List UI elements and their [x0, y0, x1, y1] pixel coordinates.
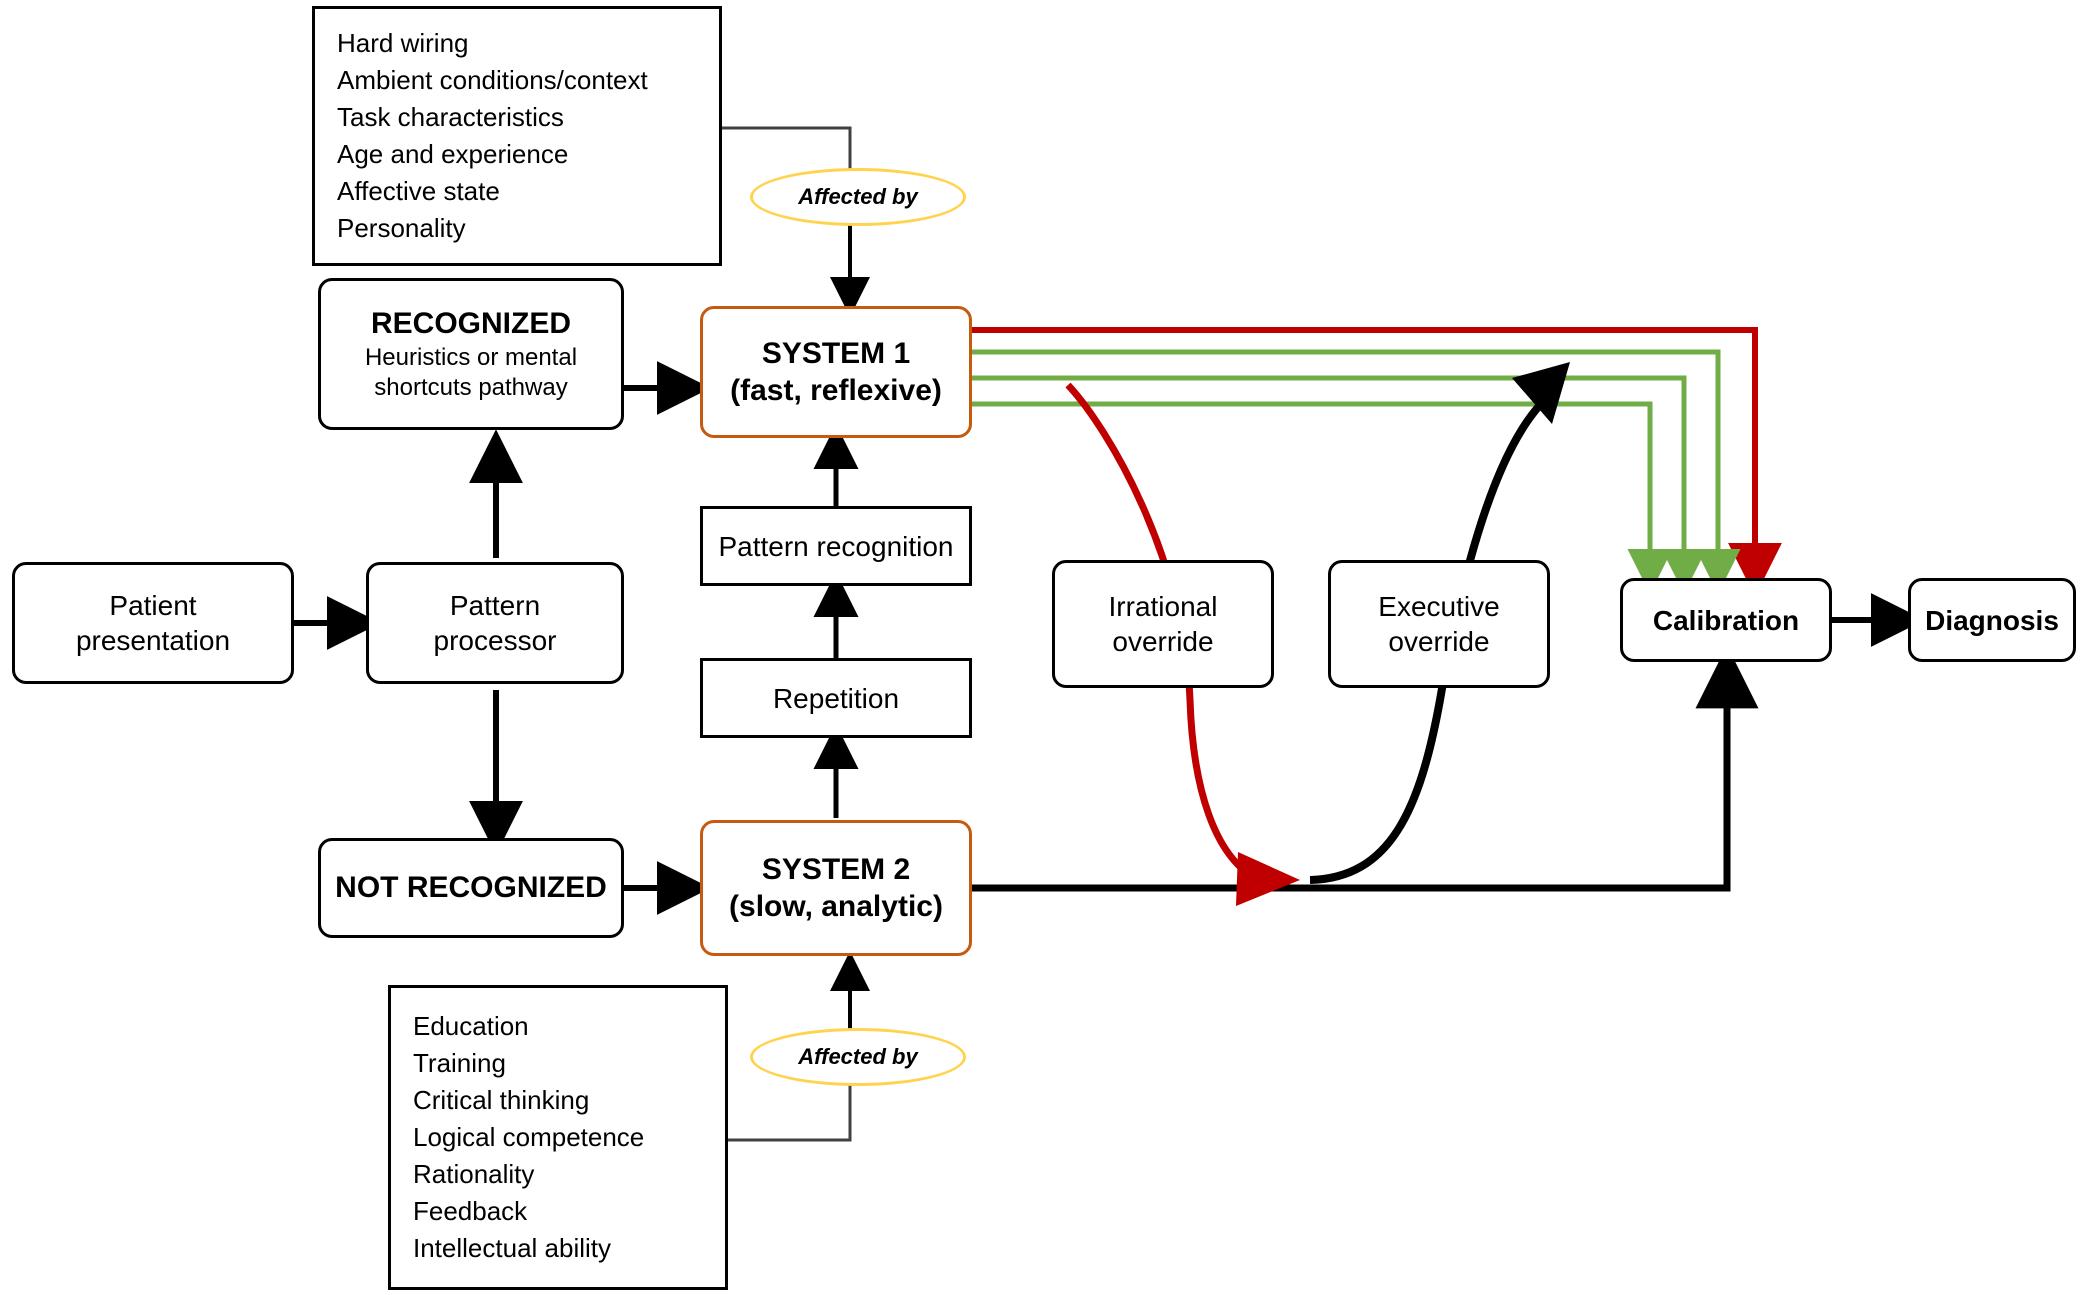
node-label-line2: presentation: [75, 625, 231, 656]
node-label-line2: override: [1112, 626, 1214, 657]
node-label-line2: processor: [433, 625, 557, 656]
affected-by-ellipse-bottom: Affected by: [750, 1028, 966, 1086]
influence-item: Task characteristics: [337, 102, 564, 133]
influence-item: Ambient conditions/context: [337, 65, 648, 96]
node-irrational-override[interactable]: [1052, 560, 1274, 688]
node-subtitle-line2: shortcuts pathway: [374, 373, 568, 401]
influence-item: Education: [413, 1011, 529, 1042]
node-title: SYSTEM 2: [761, 852, 911, 886]
node-calibration[interactable]: [1620, 578, 1832, 662]
node-label: Diagnosis: [1925, 604, 2059, 636]
influence-item: Personality: [337, 212, 466, 243]
influence-item: Age and experience: [337, 139, 569, 169]
node-subtitle: (slow, analytic): [729, 890, 943, 923]
node-pattern-recognition[interactable]: [700, 506, 972, 586]
influence-item: Training: [413, 1048, 506, 1079]
node-label-line2: override: [1388, 626, 1490, 657]
node-title: RECOGNIZED: [370, 307, 571, 341]
node-label-line1: Pattern: [449, 590, 541, 621]
influence-item: Intellectual ability: [413, 1232, 611, 1263]
system1-influences-box: [312, 6, 722, 266]
node-patient-presentation[interactable]: [12, 562, 294, 684]
node-diagnosis[interactable]: [1908, 578, 2076, 662]
system2-influences-box: [388, 985, 728, 1290]
affected-by-ellipse-top: Affected by: [750, 168, 966, 226]
node-label-line1: Executive: [1378, 591, 1500, 622]
influence-item: Feedback: [413, 1195, 528, 1226]
node-subtitle: (fast, reflexive): [730, 374, 942, 407]
node-not-recognized[interactable]: [318, 838, 624, 938]
node-label-line1: Irrational: [1108, 591, 1218, 622]
influence-item: Critical thinking: [413, 1085, 590, 1116]
node-label: Repetition: [772, 682, 900, 714]
node-label: Pattern recognition: [718, 530, 954, 562]
node-title: NOT RECOGNIZED: [335, 871, 607, 905]
influence-item: Affective state: [337, 175, 500, 206]
node-recognized[interactable]: [318, 278, 624, 430]
node-label: Calibration: [1652, 604, 1800, 636]
node-title: SYSTEM 1: [761, 336, 911, 370]
node-subtitle-line1: Heuristics or mental: [364, 343, 578, 371]
node-pattern-processor[interactable]: [366, 562, 624, 684]
node-label-line1: Patient: [109, 590, 197, 621]
influence-item: Hard wiring: [337, 28, 469, 59]
node-system-1[interactable]: [700, 306, 972, 438]
influence-item: Rationality: [413, 1158, 535, 1189]
node-executive-override[interactable]: [1328, 560, 1550, 688]
influence-item: Logical competence: [413, 1122, 645, 1153]
node-system-2[interactable]: [700, 820, 972, 956]
node-repetition[interactable]: [700, 658, 972, 738]
